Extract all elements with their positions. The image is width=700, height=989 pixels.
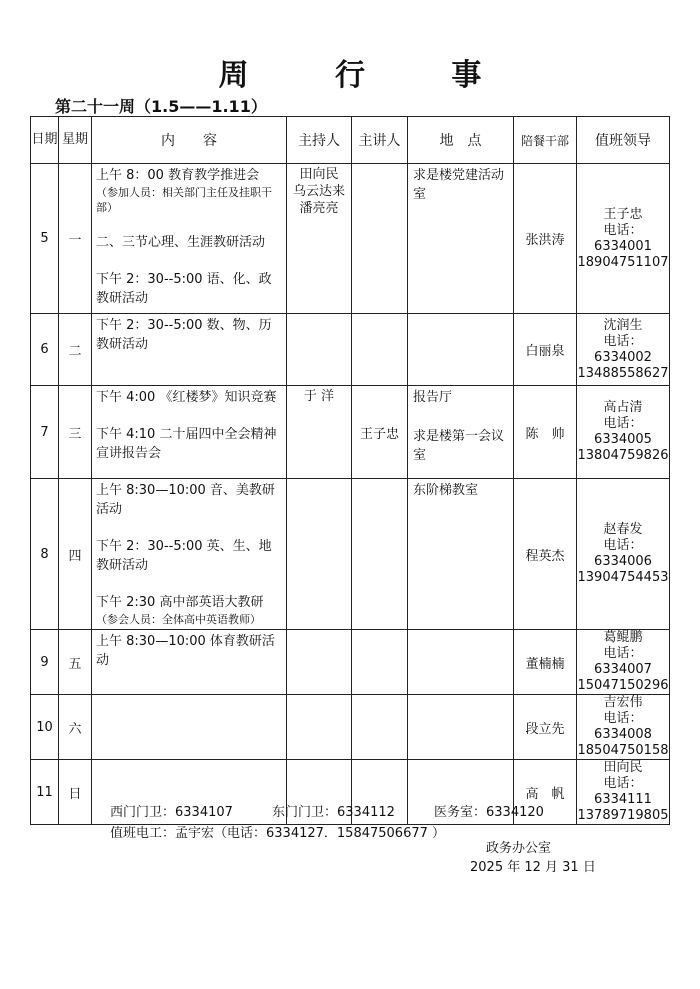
leader-name: 赵春发 <box>603 522 643 537</box>
leader-name: 葛鲲鹏 <box>603 630 643 645</box>
leader-mobile: 15047150296 <box>577 678 669 693</box>
date-cell: 10 <box>31 695 59 760</box>
duty-leader-cell <box>577 386 670 479</box>
location-text: 东阶梯教室 <box>413 483 479 498</box>
table-row <box>31 479 670 630</box>
location-text: 求是楼党建活动室 <box>413 168 505 202</box>
table-row <box>31 695 670 760</box>
duty-leader-cell <box>577 164 670 314</box>
duty-leader-cell <box>577 479 670 630</box>
weekday-cell: 四 <box>59 479 92 630</box>
weekday-cell: 五 <box>59 630 92 695</box>
duty-leader-cell <box>577 760 670 825</box>
table-row <box>31 314 670 386</box>
activity-text: 下午 4:00 《红楼梦》知识竞赛 <box>96 390 277 405</box>
duty-leader-cell <box>577 695 670 760</box>
leader-name: 吉宏伟 <box>603 695 643 710</box>
content-cell <box>92 695 287 760</box>
week-label: 第二十一周（1.5——1.11） <box>55 97 267 116</box>
footer-electrician: 值班电工：孟宇宏（电话：6334127．15847506677 ） <box>110 826 446 841</box>
activity-text: 下午 4:10 二十届四中全会精神宣讲报告会 <box>96 427 277 461</box>
activity-item <box>96 388 282 407</box>
header-row <box>31 117 670 164</box>
host-cell <box>287 479 352 630</box>
leader-mobile: 13904754453 <box>577 570 669 585</box>
leader-phone: 电话：6334001 <box>594 222 652 254</box>
speaker-cell <box>352 695 408 760</box>
host-cell: 于 洋 <box>287 386 352 479</box>
leader-mobile: 13804759826 <box>577 448 669 463</box>
leader-phone: 电话：6334111 <box>594 776 652 807</box>
activity-text: 上午 8:30—10:00 音、美教研活动 <box>96 483 275 517</box>
content-cell <box>92 164 287 314</box>
location-cell <box>408 695 514 760</box>
date-cell: 9 <box>31 630 59 695</box>
weekday-cell: 日 <box>59 760 92 825</box>
activity-text: 下午 2:30 高中部英语大教研 <box>96 595 264 610</box>
footer-east-gate: 东门门卫：6334112 <box>272 805 395 820</box>
weekday-cell: 六 <box>59 695 92 760</box>
activity-text: 二、三节心理、生涯教研活动 <box>96 235 266 250</box>
content-cell <box>92 479 287 630</box>
header-content: 内 容 <box>92 117 287 164</box>
location-cell <box>408 630 514 695</box>
location-cell <box>408 314 514 386</box>
host-cell <box>287 630 352 695</box>
activity-note: （参会人员：全体高中英语教师） <box>96 613 261 626</box>
speaker-cell <box>352 164 408 314</box>
header-date: 日期 <box>31 117 59 164</box>
weekday-cell: 一 <box>59 164 92 314</box>
table-row <box>31 630 670 695</box>
leader-phone: 电话：6334002 <box>594 333 652 365</box>
activity-item <box>96 632 282 670</box>
leader-phone: 电话：6334005 <box>594 416 652 447</box>
location-text-2: 求是楼第一会议室 <box>413 429 505 463</box>
location-cell <box>408 386 514 479</box>
date-cell: 5 <box>31 164 59 314</box>
leader-name: 田向民 <box>603 760 643 775</box>
dining-cadre-cell: 白丽泉 <box>514 314 577 386</box>
activity-text: 上午 8:30—10:00 体育教研活动 <box>96 634 275 668</box>
activity-text: 上午 8：00 教育教学推进会 <box>96 168 260 183</box>
leader-mobile: 18504750158 <box>577 743 669 758</box>
content-cell <box>92 386 287 479</box>
speaker-cell: 王子忠 <box>352 386 408 479</box>
schedule-table <box>30 116 670 833</box>
header-leader: 值班领导 <box>577 117 670 164</box>
leader-phone: 电话：6334007 <box>594 646 652 677</box>
leader-name: 沈润生 <box>603 317 643 333</box>
activity-note: （参加人员：相关部门主任及挂职干部） <box>96 186 272 214</box>
leader-mobile: 13789719805 <box>577 808 669 823</box>
activity-item <box>96 481 282 519</box>
leader-mobile: 18904751107 <box>577 254 669 270</box>
date-cell: 8 <box>31 479 59 630</box>
header-host: 主持人 <box>287 117 352 164</box>
dining-cadre-cell: 程英杰 <box>514 479 577 630</box>
duty-leader-cell <box>577 314 670 386</box>
location-cell <box>408 164 514 314</box>
host-cell <box>287 695 352 760</box>
footer-clinic: 医务室：6334120 <box>434 805 544 820</box>
leader-name: 王子忠 <box>603 206 643 222</box>
activity-text: 下午 2：30--5:00 语、化、政教研活动 <box>96 272 272 306</box>
activity-item <box>96 593 282 627</box>
activity-item <box>96 425 282 463</box>
host-cell: 田向民 乌云达来 潘亮亮 <box>287 164 352 314</box>
speaker-cell <box>352 479 408 630</box>
leader-name: 高占清 <box>603 400 643 415</box>
dining-cadre-cell: 段立先 <box>514 695 577 760</box>
footer-office: 政务办公室 <box>486 841 552 856</box>
activity-item <box>96 316 282 354</box>
schedule-body <box>31 164 670 834</box>
footer-west-gate: 西门门卫：6334107 <box>110 805 233 820</box>
date-cell: 6 <box>31 314 59 386</box>
leader-mobile: 13488558627 <box>577 365 669 381</box>
header-location: 地 点 <box>408 117 514 164</box>
page-title: 周 行 事 <box>218 58 520 93</box>
table-row <box>31 386 670 479</box>
activity-item <box>96 270 282 308</box>
location-text: 报告厅 <box>413 390 453 405</box>
speaker-cell <box>352 314 408 386</box>
activity-item <box>96 537 282 575</box>
dining-cadre-cell: 张洪涛 <box>514 164 577 314</box>
weekday-cell: 二 <box>59 314 92 386</box>
leader-phone: 电话：6334006 <box>594 538 652 569</box>
content-cell <box>92 314 287 386</box>
activity-item <box>96 233 282 252</box>
dining-cadre-cell: 高 帆 <box>514 760 577 825</box>
date-cell: 7 <box>31 386 59 479</box>
speaker-cell <box>352 630 408 695</box>
activity-item <box>96 166 282 215</box>
dining-cadre-cell: 董楠楠 <box>514 630 577 695</box>
table-row <box>31 164 670 314</box>
weekday-cell: 三 <box>59 386 92 479</box>
location-cell <box>408 479 514 630</box>
leader-phone: 电话：6334008 <box>594 711 652 742</box>
duty-leader-cell <box>577 630 670 695</box>
content-cell <box>92 630 287 695</box>
header-dining: 陪餐干部 <box>514 117 577 164</box>
date-cell: 11 <box>31 760 59 825</box>
footer-date: 2025 年 12 月 31 日 <box>470 860 596 875</box>
header-speaker: 主讲人 <box>352 117 408 164</box>
activity-text: 下午 2：30--5:00 英、生、地教研活动 <box>96 539 272 573</box>
host-cell <box>287 314 352 386</box>
header-weekday: 星期 <box>59 117 92 164</box>
activity-text: 下午 2：30--5:00 数、物、历教研活动 <box>96 318 272 352</box>
dining-cadre-cell: 陈 帅 <box>514 386 577 479</box>
